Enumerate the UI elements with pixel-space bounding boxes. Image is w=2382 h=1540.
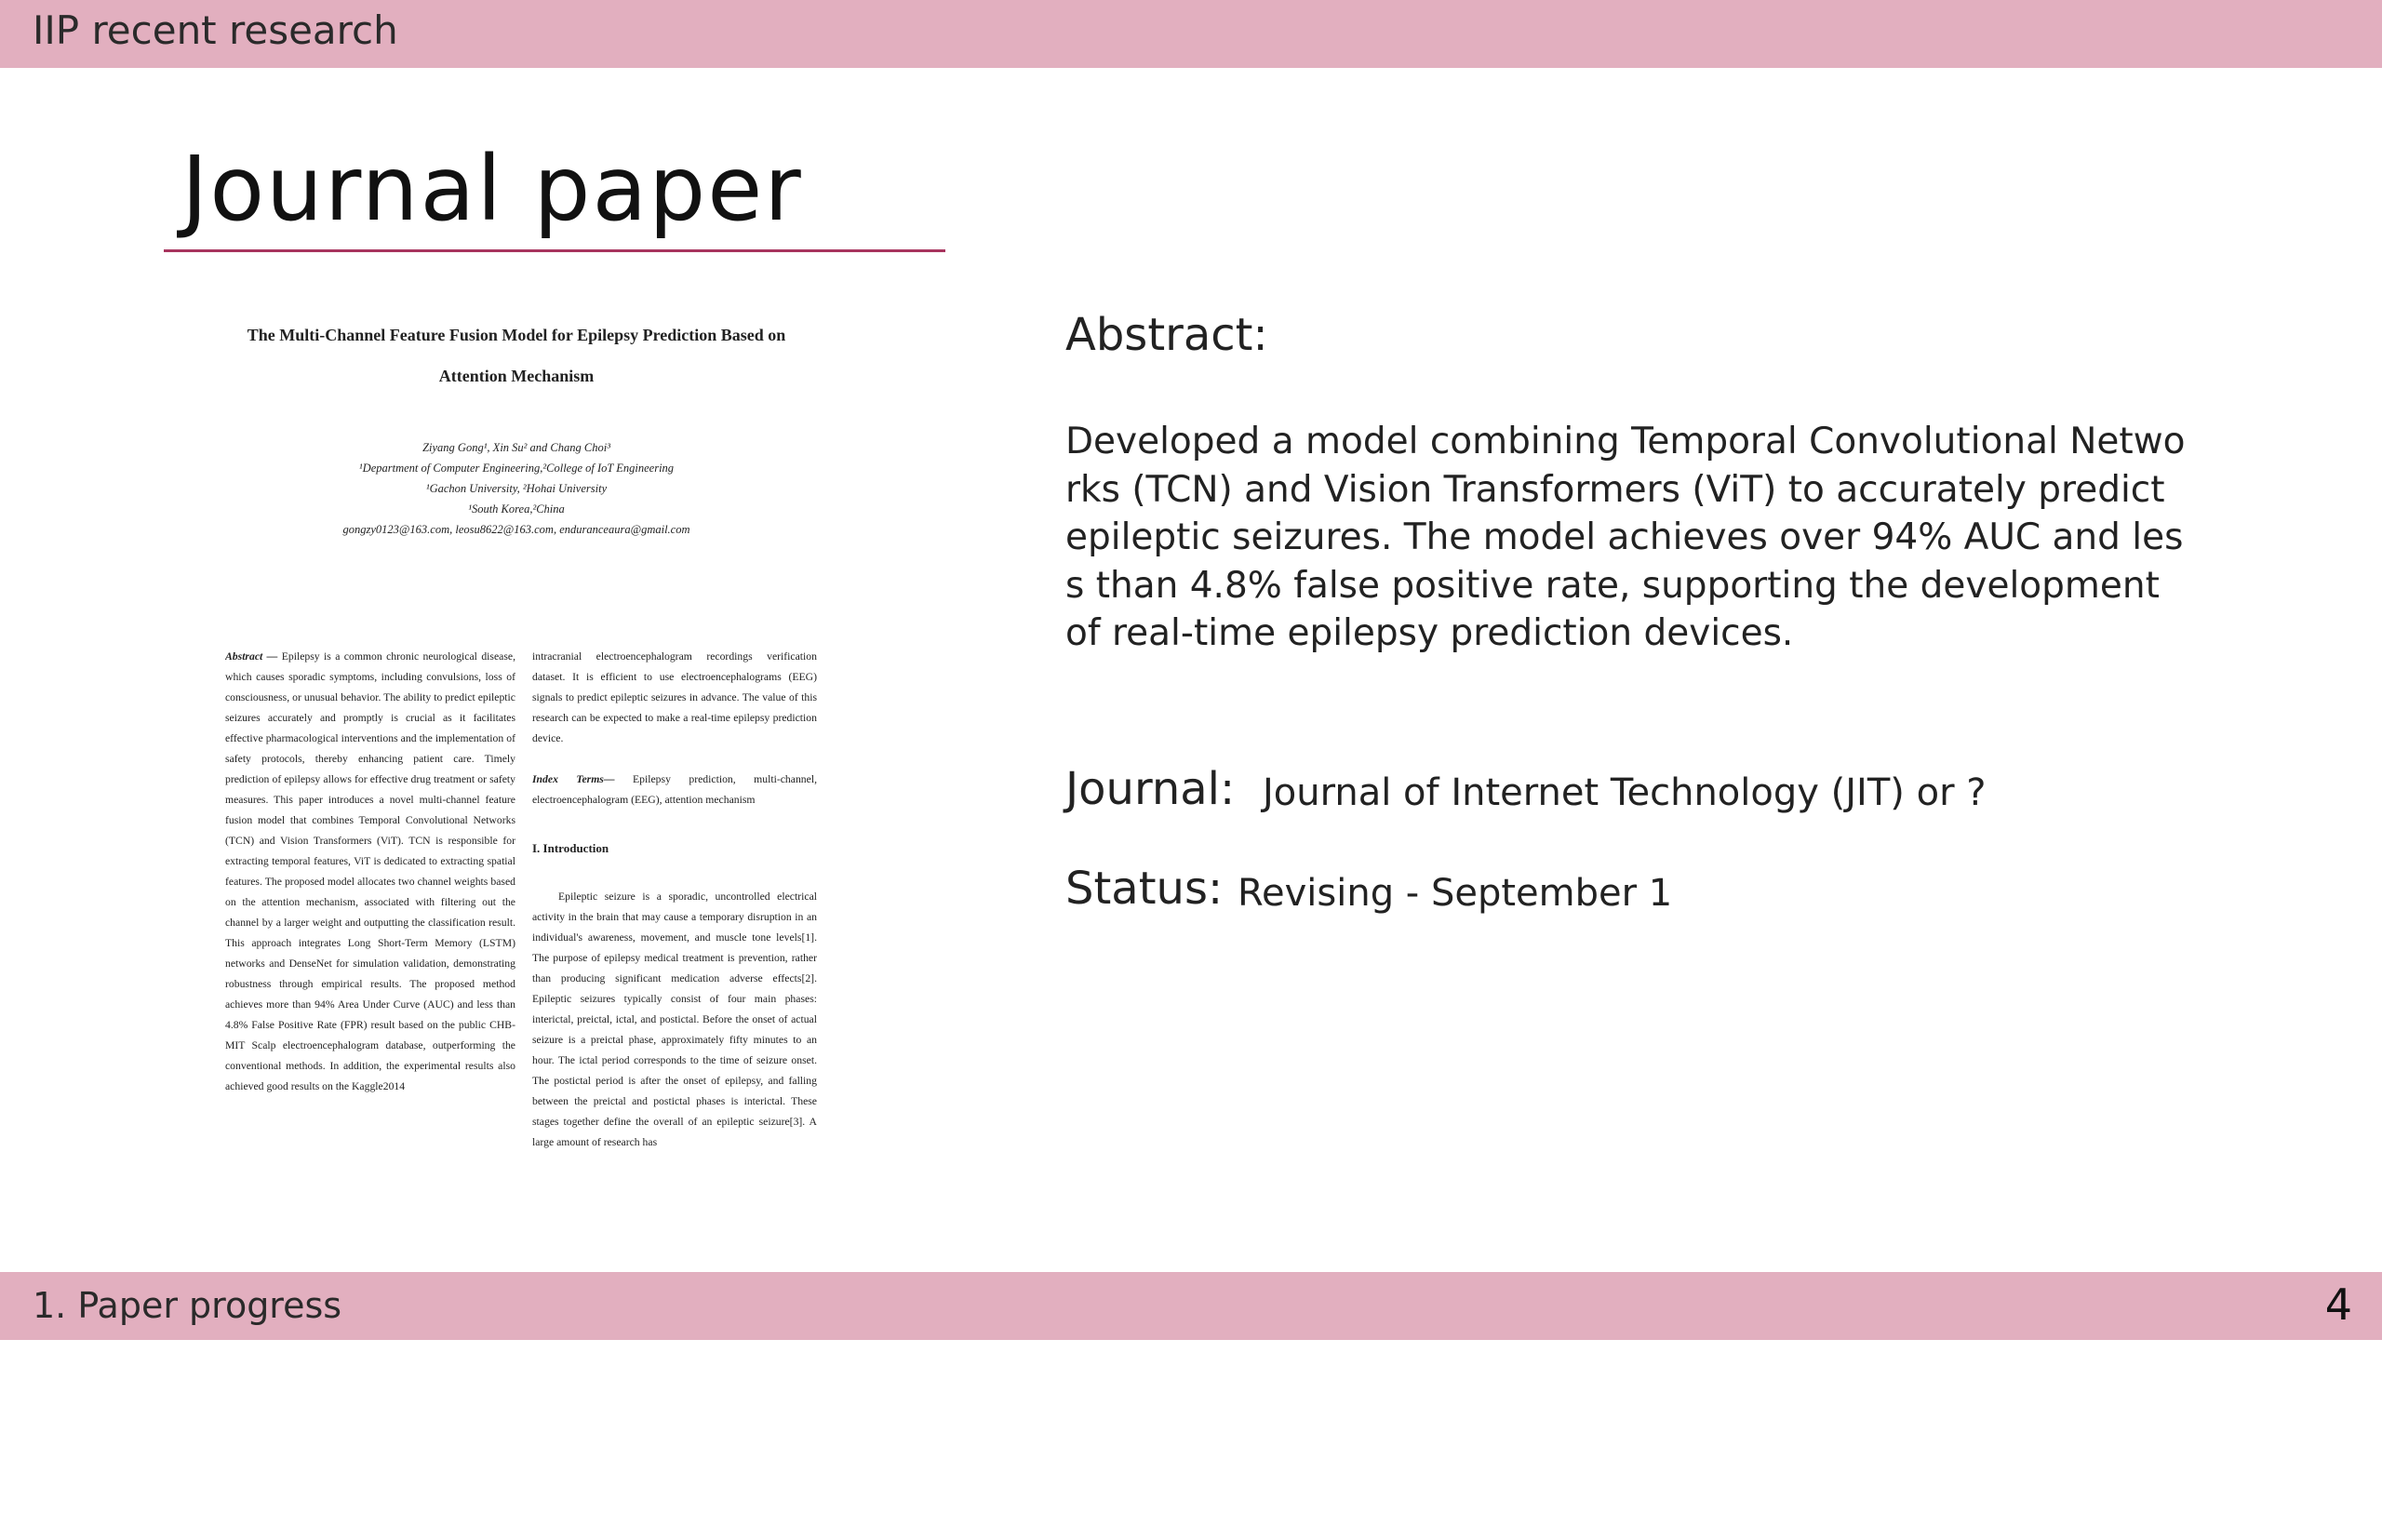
paper-author-emails: gongzy0123@163.com, leosu8622@163.com, enduranceaura@gmail.com: [342, 523, 690, 536]
abstract-text: Developed a model combining Temporal Convolutional Networks (TCN) and Vision Transformers (ViT) to accurately predict epileptic seizures. The model achieves over 94% AUC and less than 4.8% false positive rate, supporting the development of real-time epilepsy prediction devices.: [1065, 421, 2186, 654]
paper-intro-text: Epileptic seizure is a sporadic, uncontrolled electrical activity in the brain that may cause a temporary disruption in an individual's awareness, movement, and muscle tone levels[1]. The purpose of epilepsy medical treatment is prevention, rather than producing significant medication adverse effects[2]. Epileptic seizures typically consist of four main phases: interictal, preictal, ictal, and postictal. Before the onset of actual seizure is a preictal phase, approximately fifty minutes to an hour. The ictal period corresponds to the time of seizure onset. The postictal period is after the onset of epilepsy, and falling between the preictal and postictal phases is interictal. These stages together define the overall of an epileptic seizure[3]. A large amount of research has: [532, 891, 817, 1148]
status-label: Status:: [1065, 863, 1224, 915]
status-value: Revising - September 1: [1238, 872, 1673, 915]
paper-abstract: [225, 647, 515, 1097]
paper-author-universities: ¹Gachon University, ²Hohai University: [425, 482, 608, 495]
paper-authors: [214, 437, 819, 540]
paper-abstract-text: Epilepsy is a common chronic neurological disease, which causes sporadic symptoms, including convulsions, loss of consciousness, or unusual behavior. The ability to predict epileptic seizures accurately and promptly is crucial as it facilitates effective pharmacological interventions and the implementation of safety protocols, thereby enhancing patient care. Timely prediction of epilepsy allows for effective drug treatment or safety measures. This paper introduces a novel multi-channel feature fusion model that combines Temporal Convolutional Networks (TCN) and Vision Transformers (ViT). TCN is responsible for extracting temporal features, ViT is dedicated to extracting spatial features. The proposed model allocates two channel weights based on the attention mechanism, associated with filtering out the channel by a larger weight and outputting the classification result. This approach integrates Long Short-Term Memory (LSTM) networks and DenseNet for simulation validation, demonstrating robustness through empirical results. The proposed method achieves more than 94% Area Under Curve (AUC) and less than 4.8% False Positive Rate (FPR) result based on the public CHB-MIT Scalp electroencephalogram database, outperforming the conventional methods. In addition, the experimental results also achieved good results on the Kaggle2014: [225, 650, 515, 1092]
journal-label: Journal:: [1065, 763, 1236, 815]
journal-value: Journal of Internet Technology (JIT) or ?: [1263, 771, 1987, 814]
footer-bar: [0, 1272, 2382, 1340]
abstract-label: Abstract:: [1065, 309, 1268, 361]
page-number: 4: [2324, 1279, 2352, 1330]
title-underline: [164, 249, 945, 252]
paper-column-right: [532, 647, 817, 1540]
paper-index-terms-label: Index Terms—: [532, 773, 615, 785]
footer-section-title: 1. Paper progress: [33, 1285, 342, 1326]
paper-author-departments: ¹Department of Computer Engineering,²College of IoT Engineering: [358, 462, 675, 475]
header-title: IIP recent research: [33, 7, 398, 53]
paper-abstract-label: Abstract —: [225, 650, 278, 663]
paper-thumbnail: [214, 307, 819, 1219]
paper-title: The Multi-Channel Feature Fusion Model for Epilepsy Prediction Based on Attention Mechanism: [247, 326, 786, 385]
paper-abstract-continued: intracranial electroencephalogram recordings verification dataset. It is efficient to use electroencephalograms (EEG) signals to predict epileptic seizures in advance. The value of this research can be expected to make a real-time epilepsy prediction device.: [532, 650, 817, 744]
paper-column-left: [225, 647, 515, 1540]
paper-section-heading: I. Introduction: [532, 841, 609, 855]
paper-author-countries: ¹South Korea,²China: [468, 502, 565, 516]
paper-author-names: Ziyang Gong¹, Xin Su² and Chang Choi³: [422, 441, 610, 454]
paper-index-terms-text: Epilepsy prediction, multi-channel, electroencephalogram (EEG), attention mechanism: [532, 773, 817, 806]
paper-index-terms: [532, 770, 817, 810]
header-bar: [0, 0, 2382, 68]
slide-title: Journal paper: [181, 137, 803, 241]
